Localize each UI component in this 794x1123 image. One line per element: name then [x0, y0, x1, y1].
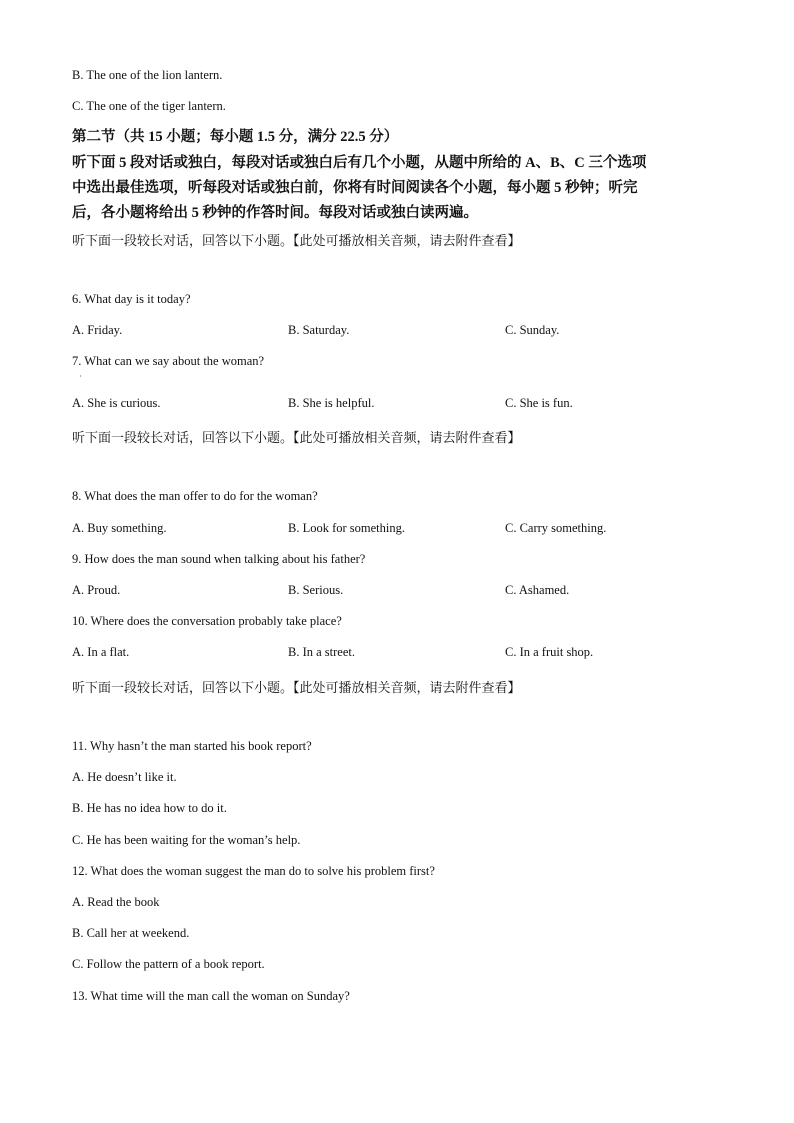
- question-9: 9. How does the man sound when talking about his father?: [72, 552, 366, 566]
- q7-option-c: C. She is fun.: [505, 396, 573, 410]
- question-13: 13. What time will the man call the woman on Sunday?: [72, 989, 350, 1003]
- q10-option-c: C. In a fruit shop.: [505, 645, 594, 659]
- question-12: 12. What does the woman suggest the man do to solve his problem first?: [72, 864, 435, 878]
- audio-note-2: 听下面一段较长对话，回答以下小题。【此处可播放相关音频，请去附件查看】: [72, 430, 521, 445]
- audio-note-1: 听下面一段较长对话，回答以下小题。【此处可播放相关音频，请去附件查看】: [72, 233, 521, 248]
- q8-option-b: B. Look for something.: [288, 521, 406, 535]
- q7-option-b: B. She is helpful.: [288, 396, 375, 410]
- q6-option-a: A. Friday.: [72, 323, 123, 337]
- q12-option-c: C. Follow the pattern of a book report.: [72, 957, 265, 971]
- q9-option-a: A. Proud.: [72, 583, 121, 597]
- q11-option-b: B. He has no idea how to do it.: [72, 801, 227, 815]
- q8-option-a: A. Buy something.: [72, 521, 167, 535]
- question-8: 8. What does the man offer to do for the woman?: [72, 489, 318, 503]
- q10-option-a: A. In a flat.: [72, 645, 130, 659]
- q9-option-b: B. Serious.: [288, 583, 344, 597]
- audio-note-3: 听下面一段较长对话，回答以下小题。【此处可播放相关音频，请去附件查看】: [72, 680, 521, 695]
- instructions-line-2: 中选出最佳选项，听每段对话或独白前，你将有时间阅读各个小题，每小题 5 秒钟；听完: [72, 180, 638, 196]
- section-title: 第二节（共 15 小题；每小题 1.5 分，满分 22.5 分）: [72, 129, 399, 145]
- instructions-line-1: 听下面 5 段对话或独白，每段对话或独白后有几个小题，从题中所给的 A、B、C 三个选项: [72, 155, 647, 171]
- q9-option-c: C. Ashamed.: [505, 583, 570, 597]
- stray-dot: ·: [79, 372, 82, 381]
- question-11: 11. Why hasn’t the man started his book report?: [72, 739, 312, 753]
- q8-option-c: C. Carry something.: [505, 521, 607, 535]
- q7-option-a: A. She is curious.: [72, 396, 161, 410]
- question-10: 10. Where does the conversation probably take place?: [72, 614, 342, 628]
- q12-option-b: B. Call her at weekend.: [72, 926, 190, 940]
- q11-option-a: A. He doesn’t like it.: [72, 770, 177, 784]
- q10-option-b: B. In a street.: [288, 645, 355, 659]
- question-6: 6. What day is it today?: [72, 292, 191, 306]
- q12-option-a: A. Read the book: [72, 895, 160, 909]
- instructions-line-3: 后，各小题将给出 5 秒钟的作答时间。每段对话或独白读两遍。: [72, 205, 478, 221]
- option-c-tiger: C. The one of the tiger lantern.: [72, 99, 226, 113]
- q6-option-c: C. Sunday.: [505, 323, 560, 337]
- q11-option-c: C. He has been waiting for the woman’s help.: [72, 833, 301, 847]
- question-7: 7. What can we say about the woman?: [72, 354, 265, 368]
- q6-option-b: B. Saturday.: [288, 323, 350, 337]
- option-b-lion: B. The one of the lion lantern.: [72, 68, 223, 82]
